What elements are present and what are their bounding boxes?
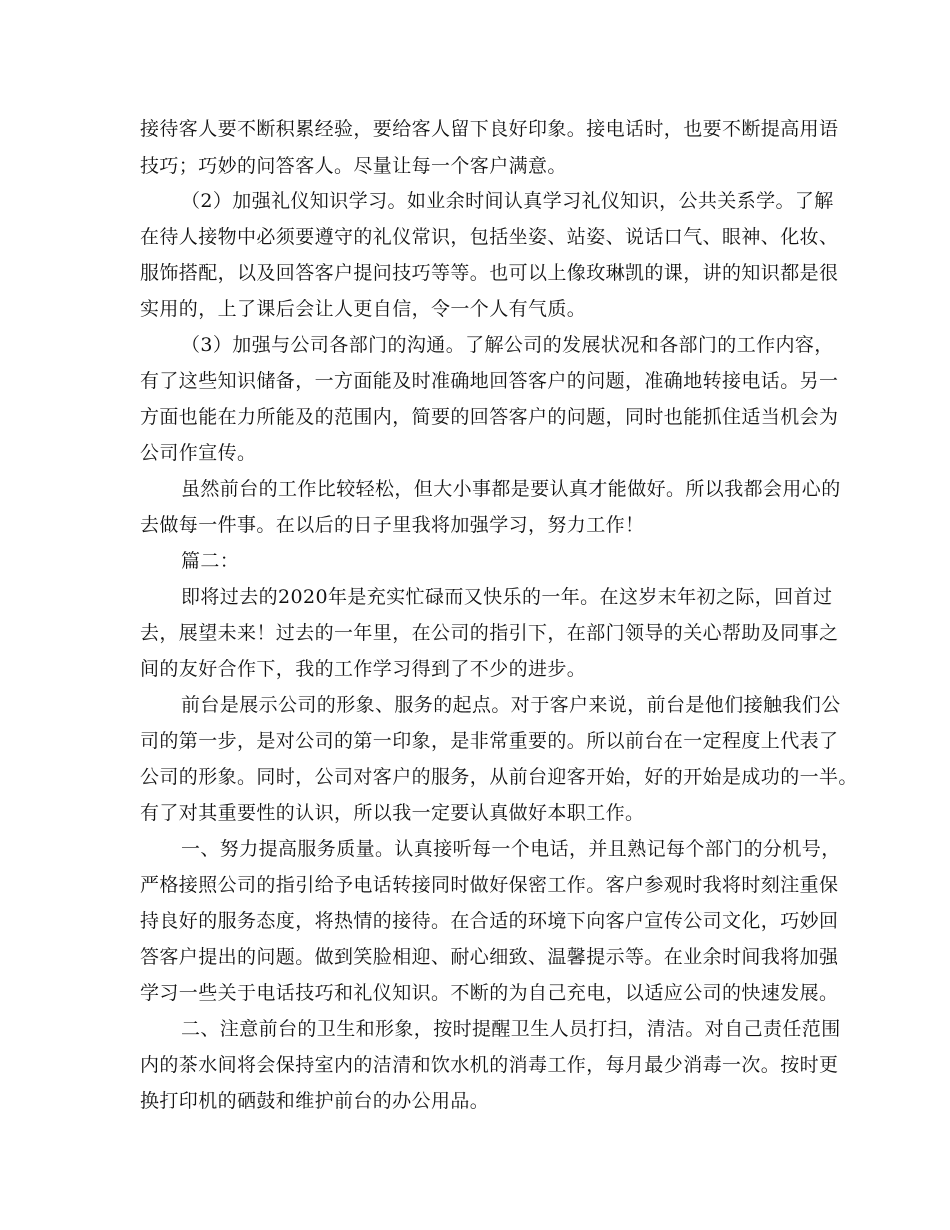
text-line: 篇二：: [181, 550, 240, 572]
text-line: 换打印机的硒鼓和维护前台的办公用品。: [140, 1090, 490, 1112]
text-line: 即将过去的2020年是充实忙碌而又快乐的一年。在这岁末年初之际，回首过: [181, 586, 833, 608]
text-line: 二、注意前台的卫生和形象，按时提醒卫生人员打扫，清洁。对自己责任范围: [181, 1018, 841, 1040]
text-line: 实用的，上了课后会让人更自信，令一个人有气质。: [140, 298, 587, 320]
text-line: （3）加强与公司各部门的沟通。了解公司的发展状况和各部门的工作内容，: [181, 334, 834, 356]
text-line: 接待客人要不断积累经验，要给客人留下良好印象。接电话时，也要不断提高用语: [140, 118, 839, 140]
text-line: 公司的形象。同时，公司对客户的服务，从前台迎客开始，好的开始是成功的一半。: [140, 766, 858, 788]
text-line: 一、努力提高服务质量。认真接听每一个电话，并且熟记每个部门的分机号，: [181, 838, 841, 860]
text-line: 有了这些知识储备，一方面能及时准确地回答客户的问题，准确地转接电话。另一: [140, 370, 839, 392]
text-line: （2）加强礼仪知识学习。如业余时间认真学习礼仪知识，公共关系学。了解: [181, 190, 834, 212]
text-line: 虽然前台的工作比较轻松，但大小事都是要认真才能做好。所以我都会用心的: [181, 478, 841, 500]
text-line: 学习一些关于电话技巧和礼仪知识。不断的为自己充电，以适应公司的快速发展。: [140, 982, 839, 1004]
text-line: 公司作宣传。: [140, 442, 257, 464]
text-line: 有了对其重要性的认识，所以我一定要认真做好本职工作。: [140, 802, 645, 824]
text-line: 司的第一步，是对公司的第一印象，是非常重要的。所以前台在一定程度上代表了: [140, 730, 839, 752]
text-line: 去做每一件事。在以后的日子里我将加强学习，努力工作！: [140, 514, 645, 536]
text-line: 持良好的服务态度，将热情的接待。在合适的环境下向客户宣传公司文化，巧妙回: [140, 910, 839, 932]
text-line: 去，展望未来！过去的一年里，在公司的指引下，在部门领导的关心帮助及同事之: [140, 622, 839, 644]
text-line: 前台是展示公司的形象、服务的起点。对于客户来说，前台是他们接触我们公: [181, 694, 841, 716]
text-line: 方面也能在力所能及的范围内，简要的回答客户的问题，同时也能抓住适当机会为: [140, 406, 839, 428]
text-line: 间的友好合作下，我的工作学习得到了不少的进步。: [140, 658, 587, 680]
text-line: 技巧；巧妙的问答客人。尽量让每一个客户满意。: [140, 155, 567, 177]
text-line: 在待人接物中必须要遵守的礼仪常识，包括坐姿、站姿、说话口气、眼神、化妆、: [140, 226, 839, 248]
text-line: 内的茶水间将会保持室内的洁清和饮水机的消毒工作，每月最少消毒一次。按时更: [140, 1054, 839, 1076]
text-line: 答客户提出的问题。做到笑脸相迎、耐心细致、温馨提示等。在业余时间我将加强: [140, 946, 839, 968]
text-line: 严格接照公司的指引给予电话转接同时做好保密工作。客户参观时我将时刻注重保: [140, 874, 839, 896]
text-line: 服饰搭配，以及回答客户提问技巧等等。也可以上像玫琳凯的课，讲的知识都是很: [140, 262, 839, 284]
